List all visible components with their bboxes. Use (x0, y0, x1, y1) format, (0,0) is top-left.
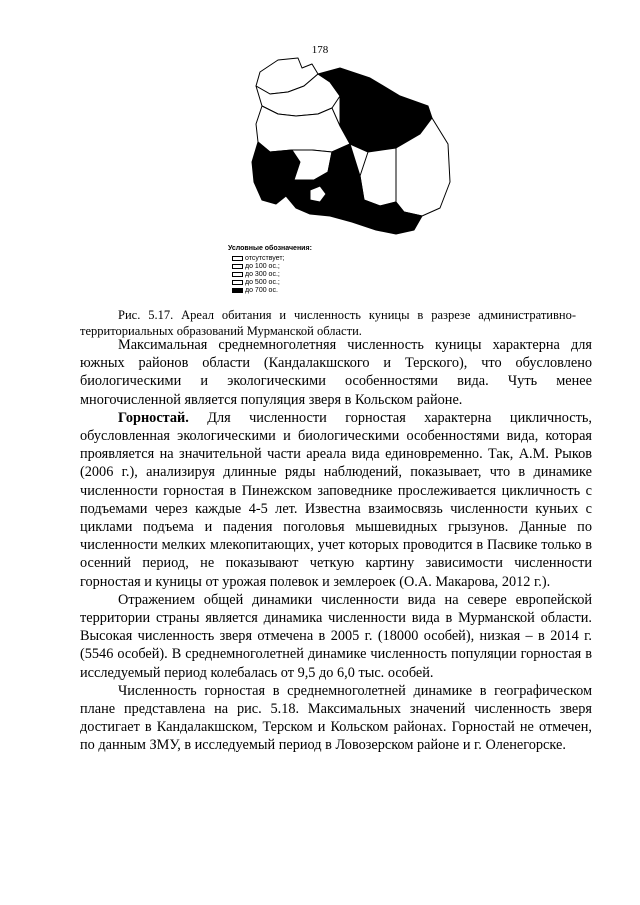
legend-label: отсутствует; (245, 254, 285, 262)
legend-item (232, 286, 312, 294)
paragraph (80, 682, 592, 755)
paragraph (80, 591, 592, 682)
legend-label: до 700 ос. (245, 286, 278, 294)
legend-swatch (232, 288, 243, 293)
paragraph (80, 409, 592, 591)
paragraph (80, 336, 592, 409)
paragraph-text: Максимальная среднемноголетняя численность куницы характерна для южных районов области (Кандалакшского и Терского), что обусловлено биологическими и экологическими особенностями вида. Чуть менее многочисленной является популяция зверя в Кольском районе. (80, 337, 592, 408)
figure-caption (80, 307, 576, 339)
legend-swatch (232, 280, 243, 285)
legend-swatch (232, 272, 243, 277)
legend-swatch (232, 256, 243, 261)
legend-label: до 100 ос.; (245, 262, 280, 270)
map-legend (228, 244, 312, 294)
legend-label: до 300 ос.; (245, 270, 280, 278)
legend-label: до 500 ос.; (245, 278, 280, 286)
murmansk-region-map (200, 52, 460, 252)
legend-swatch (232, 264, 243, 269)
page-number: 178 (311, 44, 329, 56)
paragraph-lead: Горностай. (118, 409, 189, 426)
legend-title: Условные обозначения: (228, 245, 312, 252)
body-text (80, 336, 592, 755)
paragraph-text: Для численности горностая характерна цикличность, обусловленная экологическими и биологическими особенностями вида, которая проявляется на значительной части ареала вида единовременно. Так, А.М. Рыков (2006 г.), анализируя длинные ряды наблюдений, показывает, что в динамике численности горностая в Пинежском заповеднике прослеживается цикличность с подъемами через каждые 4-5 лет. Известна взаимосвязь численности куньих с циклами подъема и падения поголовья мышевидных грызунов. Данные по численности мелких млекопитающих, учет которых проводится в Пасвике только в осенний период, не показывают четкую картину зависимости численности горностая и куницы от урожая полевок и землероек (О.А. Макарова, 2012 г.). (80, 409, 592, 590)
caption-text: Рис. 5.17. Ареал обитания и численность куницы в разрезе административно-территориальных образований Мурманской области. (80, 308, 576, 338)
map-district-lovozero (360, 148, 396, 206)
paragraph-text: Отражением общей динамики численности вида на севере европейской территории страны является динамика численности вида в Мурманской области. Высокая численность зверя отмечена в 2005 г. (18000 особей), низкая – в 2014 г. (5546 особей). В среднемноголетней динамике численность популяции горностая в исследуемый период колебалась от 9,5 до 6,0 тыс. особей. (80, 591, 592, 681)
paragraph-text: Численность горностая в среднемноголетней динамике в географическом плане представлена на рис. 5.18. Максимальных значений численность зверя достигает в Кандалакшском, Терском и Кольском районах. Горностай не отмечен, по данным ЗМУ, в исследуемый период в Ловозерском районе и г. Оленегорске. (80, 682, 592, 754)
